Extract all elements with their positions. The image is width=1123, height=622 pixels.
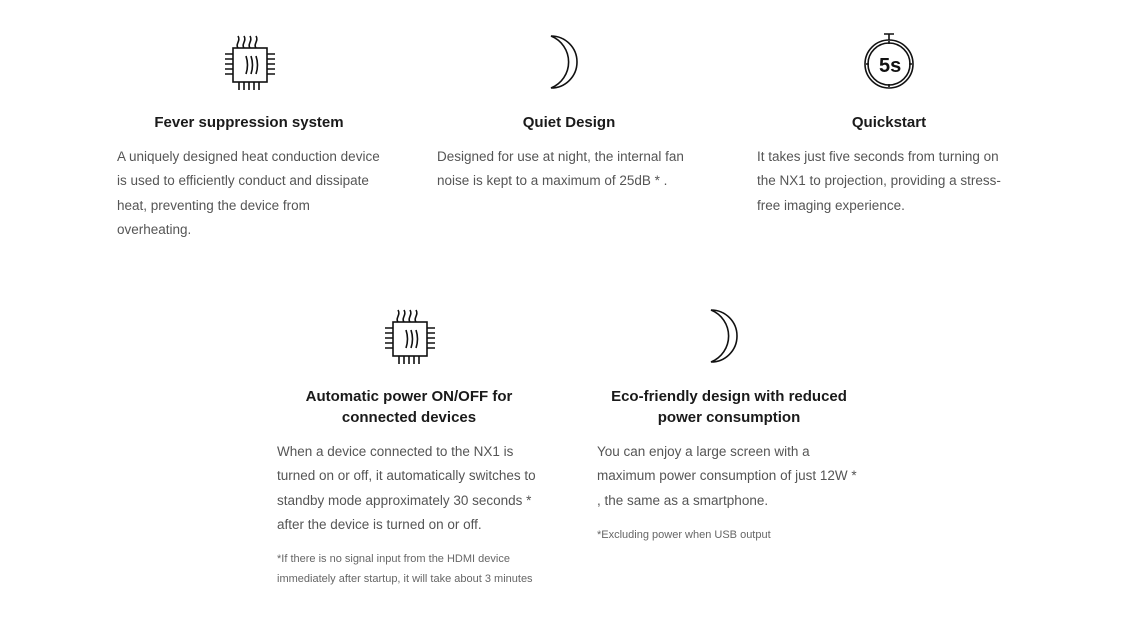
feature-description: You can enjoy a large screen with a maximum power consumption of just 12W * , the same as a smartphone. <box>597 444 857 508</box>
feature-quiet-design <box>437 32 701 194</box>
chip-heat-icon <box>277 306 541 366</box>
feature-description: When a device connected to the NX1 is turned on or off, it automatically switches to standby mode approximately 30 seconds * after the device is turned on or off. <box>277 444 536 532</box>
moon-icon <box>597 306 861 366</box>
feature-fever-suppression <box>117 32 381 242</box>
chip-heat-icon <box>117 32 381 92</box>
feature-title: Automatic power ON/OFF for connected devices <box>305 388 513 426</box>
feature-title: Eco-friendly design with reduced power consumption <box>611 388 847 426</box>
feature-title: Quiet Design <box>522 114 616 131</box>
feature-footnote: *If there is no signal input from the HDMI device immediately after startup, it will take about 3 minutes <box>277 553 533 586</box>
moon-icon <box>437 32 701 92</box>
feature-description: Designed for use at night, the internal fan noise is kept to a maximum of 25dB * . <box>437 149 684 189</box>
stopwatch-5s-icon <box>757 32 1021 92</box>
feature-title: Fever suppression system <box>154 114 344 131</box>
feature-quickstart <box>757 32 1021 218</box>
feature-description: It takes just five seconds from turning on the NX1 to projection, providing a stress-free imaging experience. <box>757 149 1001 213</box>
feature-eco-friendly <box>597 306 861 545</box>
feature-title: Quickstart <box>851 114 927 131</box>
stopwatch-number: 5s <box>879 55 902 77</box>
feature-description: A uniquely designed heat conduction device is used to efficiently conduct and dissipate heat, preventing the device from overheating. <box>117 149 380 237</box>
feature-footnote: *Excluding power when USB output <box>597 528 771 541</box>
feature-auto-power <box>277 306 541 589</box>
